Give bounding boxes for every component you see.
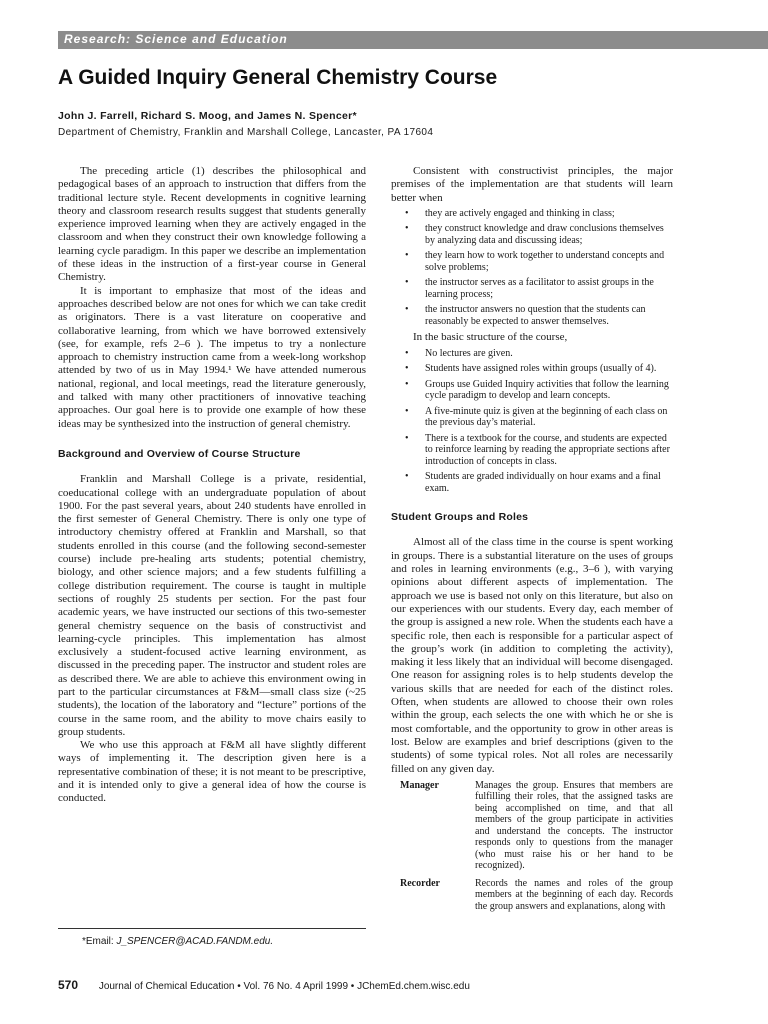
premises-list [391,208,673,328]
bullet-icon: • [405,405,409,417]
bullet-icon: • [405,471,409,483]
paragraph: In the basic structure of the course, [413,331,568,344]
bullet-icon: • [405,250,409,262]
bullet-icon: • [405,304,409,316]
role-name: Manager [400,779,439,791]
footnote [82,936,273,947]
section-heading-background: Background and Overview of Course Structure [58,447,301,460]
list-item: • they learn how to work together to understand concepts and solve problems; [405,250,665,273]
footnote-label: *Email: [82,936,117,947]
bullet-icon: • [405,277,409,289]
affiliation: Department of Chemistry, Franklin and Marshall College, Lancaster, PA 17604 [58,127,434,138]
role-entry [391,878,673,913]
list-item: • A five-minute quiz is given at the beginning of each class on the previous day’s material. [405,405,668,429]
bullet-icon: • [405,223,409,235]
section-heading-student-groups: Student Groups and Roles [391,511,529,524]
roles-list [391,780,673,913]
structure-list [391,348,673,495]
paragraph: Consistent with constructivist principles, the major premises of the implementation are that students will learn better when [391,165,673,204]
bullet-icon: • [405,432,409,444]
list-item: • There is a textbook for the course, and students are expected to reinforce learning by reading the appropriate sections after introduction of concepts in class. [405,432,670,467]
section-band [58,31,768,49]
paragraph: Franklin and Marshall College is a private, residential, coeducational college with an undergraduate population of about 1900. For the past several years, about 240 students have enrolled in the first semester of General Chemistry. There is only one type of introductory chemistry offered at Franklin and Marshall, so that students enrolled in this course (and the following second-semester course) include pre-healing arts students; potential chemistry, biology, and other science majors; and a few students fulfilling a college distribution requirement. The course is taught in multiple sections of roughly 25 students per section. For the past four academic years, we have instructed our sections of this two-semester general chemistry sequence on the basis of constructivist and learning-cycle principles. This implementation has almost exclusively a student-focused active learning environment, as discussed in the preceding paper. The instructor and student roles are as described there. We are able to achieve this environment owing in part to the particular circumstances at F&M—small class size (~25 students), the location of the laboratory and “lecture” portions of the course in the same room, and the ability to move chairs easily to group students. [58,473,366,738]
role-name: Recorder [400,877,440,889]
role-entry [391,780,673,872]
bullet-icon: • [405,363,409,375]
paragraph: The preceding article (1) describes the philosophical and pedagogical bases of an approach to instruction that differs from the traditional lecture style. Recent developments in cognitive learning theory and classroom research results suggest that students generally experience improved learning when they are actively engaged in the classroom and when they construct their own knowledge following a learning cycle paradigm. In this paper we describe an implementation of these ideas in the instruction of a first-year course in General Chemistry. [58,165,366,284]
list-item: • the instructor serves as a facilitator to assist groups in the learning process; [405,277,654,300]
paragraph: Almost all of the class time in the course is spent working in groups. There is a substantial literature on the uses of groups and roles in learning environments (e.g., 3–6 ), with varying opinions about different aspects of implementation. The approach we use is based not only on this literature, but also on our experiences with our students. Every day, each member of the group is assigned a new role. When the students each have a specific role, then each is responsible for a particular aspect of the group’s work (in addition to completing the activity), making it less likely that an individual will become disengaged. One reason for assigning roles is to help students develop the various skills that are needed for each of the distinct roles. Often, when students are allowed to choose their own roles within the group, each selects the one with which he or she is most comfortable, and the opportunity to grow in other areas is lost. Below are examples and brief descriptions (given to the students) of some typical roles. Not all roles are necessarily filled on any given day. [391,536,673,775]
footnote-email: J_SPENCER@ACAD.FANDM.edu. [116,936,274,947]
list-item: • Students have assigned roles within groups (usually of 4). [405,363,657,375]
authors: John J. Farrell, Richard S. Moog, and James N. Spencer* [58,110,357,122]
page-footer [58,978,768,992]
list-item: • they construct knowledge and draw conclusions themselves by analyzing data and discussing ideas; [405,223,664,246]
list-item: • No lectures are given. [405,347,513,359]
list-item: • they are actively engaged and thinking in class; [405,207,615,219]
list-item: • Students are graded individually on hour exams and a final exam. [405,471,661,494]
bullet-icon: • [405,207,409,219]
paragraph: It is important to emphasize that most of the ideas and approaches described below are not ones for which we can take credit as originators. There is a vast literature on cooperative and collaborative learning, from which we have borrowed extensively (see, for example, refs 2–6 ). The impetus to try a nonlecture approach to chemistry instruction came from a week-long workshop attended by two of us in May 1994.¹ We have attended numerous national, regional, and local meetings, read the literature generously, and talked with many other practitioners of innovative teaching approaches. Our goal here is to provide one example of how these ideas may be synthesized into the instruction of general chemistry. [58,284,366,430]
list-item: • the instructor answers no question that the students can reasonably be expected to answer themselves. [405,304,646,327]
paragraph: We who use this approach at F&M all have slightly different ways of implementing it. The description given here is a representative combination of these; it is not meant to be prescriptive, and it is intended only to give a general idea of how the course is conducted. [58,739,366,805]
bullet-icon: • [405,347,409,359]
right-column [391,165,673,918]
list-item: • Groups use Guided Inquiry activities that follow the learning cycle paradigm to develop and learn concepts. [405,378,669,402]
article-title: A Guided Inquiry General Chemistry Course [58,66,498,89]
journal-citation: Journal of Chemical Education • Vol. 76 No. 4 April 1999 • JChemEd.chem.wisc.edu [98,981,470,992]
page-number: 570 [58,978,79,992]
role-description: Records the names and roles of the group members at the beginning of each day. Records the group answers and explanations, along with [475,877,673,912]
role-description: Manages the group. Ensures that members are fulfilling their roles, that the assigned tasks are being accomplished on time, and that all members of the group participate in activities and understand the concepts. The instructor responds only to questions from the manager (who must raise his or her hand to be recognized). [475,779,673,872]
left-column [58,165,366,806]
bullet-icon: • [405,378,409,390]
section-band-label: Research: Science and Education [64,32,288,46]
footnote-rule [58,928,366,929]
